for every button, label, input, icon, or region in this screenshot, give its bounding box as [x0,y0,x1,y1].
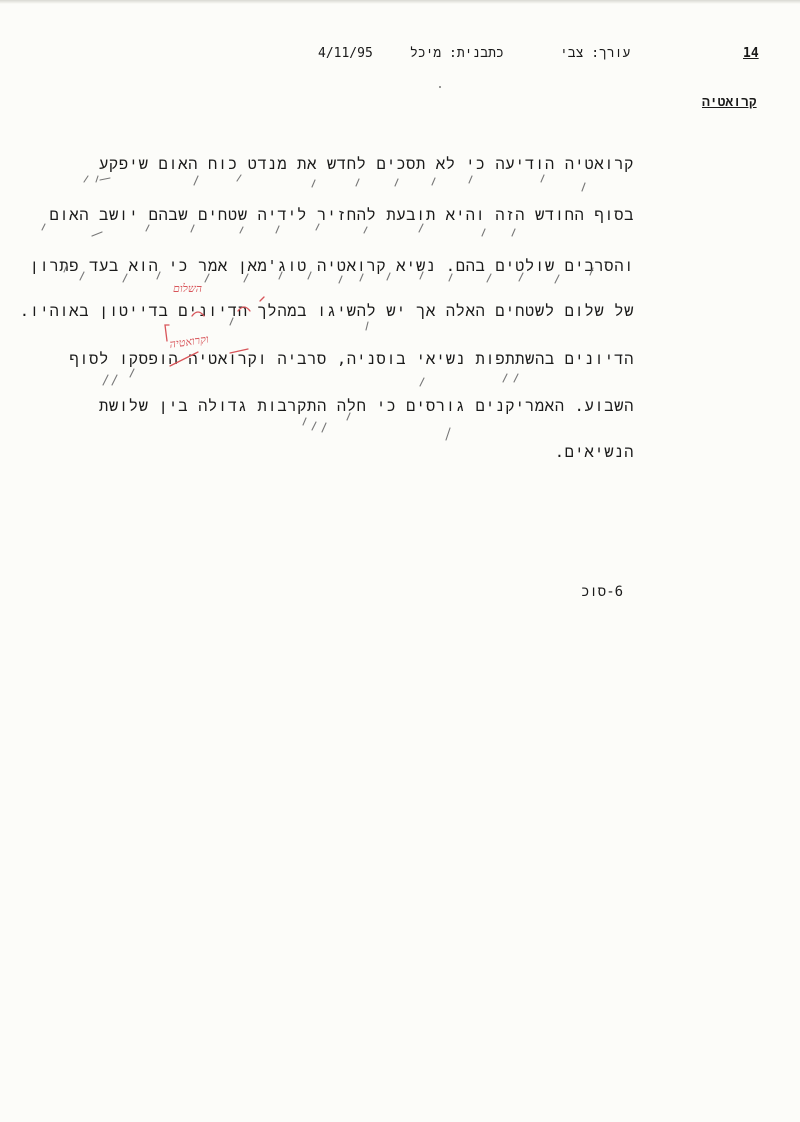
editor-label: עורך: צבי [560,46,631,61]
body-line-1: קרואטיה הודיעה כי לא תסכים לחדש את מנדט כוח האום שיפקע [99,155,634,173]
body-line-6: השבוע. האמריקנים גורסים כי חלה התקרבות גדולה בין שלושת [99,397,634,415]
handwritten-note-2: וקרואטיה [168,332,210,351]
red-pen-marks [165,297,264,366]
page-number: 14 [743,46,759,61]
typist-label: כתבנית: מיכל [410,46,504,61]
footer-code: 6-סוכ [581,584,624,600]
body-line-5: הדיונים בהשתתפות נשיאי בוסניה, סרביה וקרואטיה הופסקו לסוף [69,350,634,368]
pencil-marks [42,175,593,440]
body-line-4: של שלום לשטחים האלה אך יש להשיגו במהלך הדיונים בדייטון באוהיו. [19,302,634,320]
body-line-2: בסוף החודש הזה והיא תובעת להחזיר לידיה שטחים שבהם יושב האום [49,206,634,224]
body-line-7: הנשיאים. [554,443,634,461]
body-line-3: והסרבים שולטים בהם. נשיא קרואטיה טוג'מאן אמר כי הוא בעד פתרון [29,257,634,275]
section-title: קרואטיה [702,95,757,110]
handwritten-note-1: השלום [173,282,203,295]
date-label: 4/11/95 [318,46,373,61]
